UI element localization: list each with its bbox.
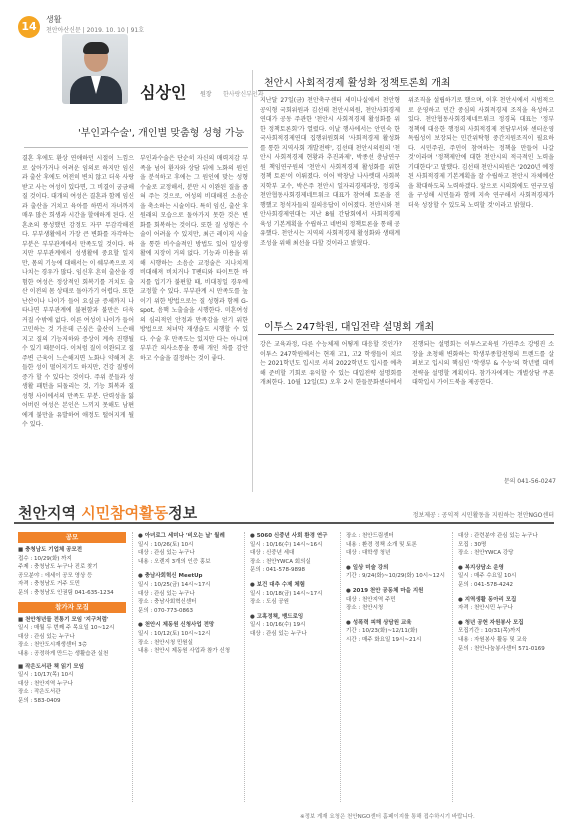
- page-number-badge: 14: [18, 16, 40, 38]
- sidebar-list-recruit: [18, 616, 126, 706]
- author-photo: [62, 34, 128, 104]
- page-header: [18, 14, 558, 36]
- listing-line: 장소 : 천안드림센터: [346, 533, 394, 539]
- listing-line: ● 천안시 제동원 신청사업 전망: [138, 622, 215, 629]
- photo-hair: [83, 42, 109, 54]
- sidebar-line: ■ 천안청년들 전통기 모임 '지구처럼': [18, 616, 109, 623]
- sidebar-line: 일시 : 매월 두 번째 주 목요일 10~12시: [18, 625, 115, 632]
- column-title: '부인과수술', 개인별 맞춤형 성형 가능: [78, 128, 245, 139]
- listing-line: 대상 : 관련분야 관심 있는 누구나: [458, 533, 538, 539]
- news1-rule: [258, 90, 554, 91]
- listing-line: 내용 : 천안시 제동원 사업과 참가 신청: [138, 648, 231, 655]
- listing-line: 장소 : 도심 공원: [250, 599, 289, 606]
- listing-line: 자격 : 천안시민 누구나: [458, 605, 513, 612]
- listing-line: 기간 : 9/24(화)~10/29(화) 10시~12시: [346, 573, 445, 580]
- sidebar-head-contest: 공모: [18, 532, 126, 543]
- listing-line: ● 고혹정책, 뱅드로잉: [250, 613, 304, 620]
- listing-line: ● 아녀로그 세미나 '비오는 날' 월례: [138, 533, 225, 539]
- listing-line: 내용 : 자원봉사 활동 및 교육: [458, 636, 528, 643]
- listing-column-4: [346, 532, 446, 645]
- listing-line: 장소 : 천안YWCA 강당: [458, 550, 514, 557]
- listing-divider: [340, 532, 341, 802]
- listing-line: ● 일상 미술 강의: [346, 564, 389, 571]
- listing-line: 장소 : 충남사회혁신센터: [138, 599, 197, 606]
- listing-column-3: [250, 532, 334, 639]
- listing-line: 기간 : 10/23(화)~12/11(화): [346, 628, 418, 635]
- news1-body-cont: 위조직을 설립하기로 했으며, 이후 천안시에서 시범적으로 운영하고 민간 중심의 사회적경제 조직을 육성하고 있다. 천안협동사회경제네트워크 정경록 대표는 '정부 정책에 대응한 행정의 사회적경제 전담부서와 센터운영 독립성이 보장되는 민간위탁형 중간지원조직이 필요하다. 시민주권, 주민이 참여하는 정책을 만들어 나갈 것'이라며 '정책제안에 대한 천안시의 적극적인 노력을 기대한다'고 말했다. 김선태 천안시의원은 '2020년 예정된 사회적경제 기본계획을 잘 수립하고 천안시 자체예산을 확대하도록 노력하겠다. 앞으로 시의회에도 연구모임을 구성해 시민들과 함께 지속 연구해서 사회적경제가 더욱 성장할 수 있도록 노력할 것'이라고 밝혔다.: [408, 97, 554, 209]
- sidebar-line: 대상 : 관심 있는 누구나: [18, 633, 75, 640]
- listing-line: 문의 : 041-578-9898: [250, 567, 305, 574]
- banner-title-highlight: 시민참여활동: [81, 504, 169, 522]
- sidebar-line: 주제 : 충청남도 누구나 진로 찾기: [18, 564, 98, 571]
- listing-line: 장소 : 천안YWCA 회의실: [250, 558, 311, 565]
- listing-line: 대상 : 관심 있는 누구나: [250, 630, 307, 637]
- listing-line: 대상 : 관심 있는 누구나: [138, 550, 195, 557]
- sidebar-line: 장소 : 작은도서관: [18, 689, 61, 696]
- listing-column-5: [458, 532, 558, 653]
- listing-line: 대상 : 관심 있는 누구나: [138, 590, 195, 597]
- sidebar-list-contest: [18, 546, 126, 598]
- listing-column-2: [138, 532, 238, 656]
- listing-line: 일시 : 10/26(토) 10시: [138, 541, 194, 548]
- column-body-right: 부인과수술은 단순히 자신의 매력지감 부족을 넘어 환자와 상담 뒤에 노화의 원인을 분석하고 후에는 그 원인에 맞는 성형 수술로 교정해서, 분만 시 이완된 질을 좁혀 주는 것으로, 여성의 비대해진 소음순을 축소하는 시술이다. 특히 임신, 출산 후 원래의 모습으로 돌아가지 못한 것은 변화를 회복하는 것이다. 또한 질 성형은 수술이 어려울 수 있지만, 최근 레이저 시술을 통한 비수술적인 방법도 있어 일상생활에 지장이 거의 없다. 기능과 미용을 위해 시행하는 소음순 교정술은 지나치게 비대해져 비치거나 T팬티와 타이트한 바지를 입기가 불편할 때, 비대칭일 경우에 교정할 수 있다. 부부관계 시 만족도를 높이기 위한 방법으로는 질 성형과 함께 G-spot, 음핵 노출술을 시행한다. 미혼여성의 심리적인 안정과 만족감을 얻기 위한 방법으로 처녀막 재생술도 시행할 수 있다. 수술 후 만족도는 있지만 다는 아니며 부부간 의사소통을 통해 개인 차를 감안하고 수술을 결정하는 것이 좋다.: [140, 155, 248, 362]
- sidebar-line: 대상 : 천안지역 누구나: [18, 680, 73, 687]
- news1-body: 지난달 27일(금) 천안축구센터 세미나실에서 천안형 공익형 국회위원과 김선태 천안시의원, 천안사회경제연대가 공동 주관한 '천안시 사회적경제 활성화를 위한 정책토론회'가 열렸다. 이날 행사에서는 안민숙 한국사회적경제연대 집행위원회의 '사회적경제 활성화를 통한 지역사회 개발전략', 김선태 천안시의원의 '천안시 사회적경제 현황과 추진과제', 박종선 충남연구원 책임연구원의 '천안시 사회적경제 활성화를 위한 정책 토론'이 이뤄졌다. 이어 박창남 나사렛대 사회복지학부 교수, 박은주 천안시 일자리경제과장, 정경록 천안협동사회경제네트워크 대표가 참여해 토론을 진행했고 청석자들의 질의응답이 이어졌다. 천안시와 천안사회경제연대는 지난 8월 간담회에서 사회적경제 육성 기본계획을 수립하고 네번의 정책토론을 통해 공유했다. 천안시는 지역의 사회적경제 활성화와 생태계 조성을 위해 최선을 다할 것이라고 밝혔다.: [260, 97, 400, 247]
- sidebar-line: 내용 : 공정하게 만드는 생활습관 실천: [18, 650, 109, 657]
- sidebar-line: 장소 : 천안도시재생센터 3층: [18, 642, 88, 649]
- listing-line: ● 충남사회혁신 MeetUp: [138, 573, 203, 580]
- listing-divider: [244, 532, 245, 802]
- news2-contact: 문의 041-56-0247: [503, 478, 556, 485]
- listing-line: 문의 : 천안나눔봉사센터 571-0169: [458, 645, 545, 652]
- listing-line: 내용 : 오렌지 3개의 인증 홍보: [138, 558, 211, 565]
- sidebar-line: 문의 : 충청남도 인권팀 041-635-1234: [18, 589, 114, 596]
- banner-title-suffix: 정보: [168, 504, 198, 522]
- section-name: 생활: [46, 15, 62, 24]
- news1-title: 천안시 사회적경제 활성화 정책토론회 개최: [264, 78, 451, 89]
- listing-line: 문의 : 041-578-4242: [458, 581, 513, 588]
- listing-line: 시간 : 매주 화요일 19시~21시: [346, 636, 422, 643]
- listing-line: 일시 : 10/16(수) 19시: [250, 622, 306, 629]
- sidebar-box: [18, 532, 126, 706]
- civic-banner: [14, 498, 554, 524]
- sidebar-line: 문의 : 583-0409: [18, 697, 61, 704]
- sidebar-line: 접수 : 10/29(화) 까지: [18, 555, 72, 562]
- sidebar-line: 일시 : 10/17(목) 10시: [18, 672, 74, 679]
- listing-line: ● 지역생활 동아리 모집: [458, 596, 517, 603]
- news2-body: 강은 교육과정, 다른 수능체제 어떻게 대응할 것인가? 이투스 247학원에서는 현재 고1, 고2 학생들이 치르는 2021학년도 입시로 서의 2022학년도 입시를 예측해 준비할 기회로 유익할 수 있는 대입전략 설명회를 개최한다. 10월 12일(토) 오후 2시 한들문화센터에서 진행되는 설명회는 이투스교육원 가연주소 강병진 소장을 초청해 변화하는 학생부종합전형의 트렌드를 살펴보고 입시의 핵심인 '학생부 & 수능'의 학년별 대비 전략을 설명할 계획이다. 참가자에게는 개별상담 쿠폰 대학입시 가이드북을 제공한다.: [260, 341, 554, 386]
- column-body-left: 결혼 후에도 환상 연애하던 시절이 느낌으로 살아가거나 어려운 임의로 하지만 임신과 출산 후에도 여전히 변치 않고 더욱 사랑 받고 사는 여성이 있다면, 그 비결이 궁금해 질 것이다. 대개의 여성은 결혼과 함께 임신과 출산을 거치고 육아를 하면서 자녀까지 매우 많은 희생과 시간을 할애하게 된다. 신혼초의 풍성했던 감정도 자꾸 무감각해진다. 부부생활에서 가장 큰 변화를 자각하는 부분은 부부관계에서 만족도일 것이다. 하지만 부부관계에서 성생활에 중요할 일지만, 몸의 기능에 대해서는 이 쉐부족으로 지나치는 경우가 많다. 임신후 흔히 출산을 경험한 여성은 정상적인 회복기를 거치도 출산 이전의 몸 상태로 돌아가기 어렵다. 또한 난산이나 나이가 들어 요실금 증세까지 나타나면 부부관계에 불편함과 불만은 더욱 커질 수밖에 없다. 이른 여성이 나이가 들어 고민하는 것 가운데 근심은 출산이 느슨해지고 질의 기능저하와 증상이 계속 진행될 수 있기 때문이다. 이처럼 질이 이완되고 질 주변 근육이 느슨해지면 노화나 약해져 흔들한 성이 떨어지기도 하지만, 건강 질병이 증가 할 수 있다는 것이다. 주위 분들과 성생활 패턴을 되돌리는 것, 기능 회복과 질 성형 사이에서의 만족도 부분. 단력성을 잃어버린 여성은 본인은 느끼지 못해도 남편에게 불만을 유발하여 애정도 떨어지게 될 수 있다.: [22, 155, 134, 428]
- listing-line: 장소 : 천안시청 민원실: [138, 639, 193, 646]
- author-role: 원장: [200, 91, 212, 98]
- listing-line: 대상 : 신중년 세대: [250, 550, 295, 557]
- listing-line: ● 성폭력 피해 상담원 교육: [346, 619, 412, 626]
- listing-line: 일시 : 10/25(금) 14시~17시: [138, 581, 211, 588]
- listing-line: ● 복지상담소 운영: [458, 564, 504, 571]
- listing-line: 내용 : 환경 정책 소개 및 토론: [346, 541, 417, 548]
- footer-note: ※정보 게재 요청은 천안NGO센터 홈페이지를 통해 접수하시기 바랍니다.: [300, 814, 475, 820]
- listing-line: 대상 : 대학생 청년: [346, 550, 391, 557]
- listing-divider: [132, 532, 133, 802]
- listing-line: 일시 : 10/18(금) 14시~17시: [250, 590, 323, 597]
- news2-title: 이투스 247학원, 대입전략 설명회 개최: [264, 322, 435, 333]
- listing-line: 대상 : 천안지역 주민: [346, 596, 396, 603]
- listing-line: 문의 : 070-773-0863: [138, 607, 193, 614]
- banner-title-prefix: 천안지역: [18, 504, 82, 522]
- issue-info: 천안아산신문 | 2019. 10. 10 | 91호: [46, 27, 145, 34]
- listing-line: ● 보건 대추 수제 체험: [250, 581, 305, 588]
- sidebar-line: ■ 작은도서관 책 읽기 모임: [18, 663, 84, 670]
- news2-rule: [258, 334, 554, 335]
- column-rule: [24, 147, 248, 148]
- listing-line: 일시 : 10/16(수) 14시~16시: [250, 541, 323, 548]
- author-org: 한사랑신부인과: [223, 91, 264, 98]
- listing-line: 일시 : 10/12(토) 10시~12시: [138, 630, 211, 637]
- sidebar-line: 자격 : 충청남도 거주 도민: [18, 581, 80, 588]
- listing-line: 장소 : 천안시청: [346, 605, 384, 612]
- column-divider: [252, 70, 253, 492]
- banner-note: 정보제공 : 공익적 시민활동을 지원하는 천안NGO센터: [412, 512, 554, 519]
- listing-line: 모집기간 : 10/31(목)까지: [458, 628, 521, 635]
- sidebar-line: ■ 충청남도 기업체 공모전: [18, 547, 83, 553]
- listing-line: ● 청년 공헌 자원봉사 모집: [458, 619, 524, 626]
- author-name: 심상인: [140, 83, 187, 102]
- listing-line: ● 5060 신중년 사회 환경 연구: [250, 533, 328, 539]
- sidebar-line: 공모분야 : 에세이 공모 영상 등: [18, 572, 93, 579]
- listing-line: 모집 : 30명: [458, 541, 487, 548]
- listing-divider: [452, 532, 453, 802]
- listing-line: 일시 : 매주 수요일 10시: [458, 573, 517, 580]
- sidebar-head-recruit: 참가자 모집: [18, 602, 126, 613]
- listing-line: ● 2019 천안 공동체 마을 지원: [346, 587, 424, 594]
- banner-title: [18, 502, 197, 523]
